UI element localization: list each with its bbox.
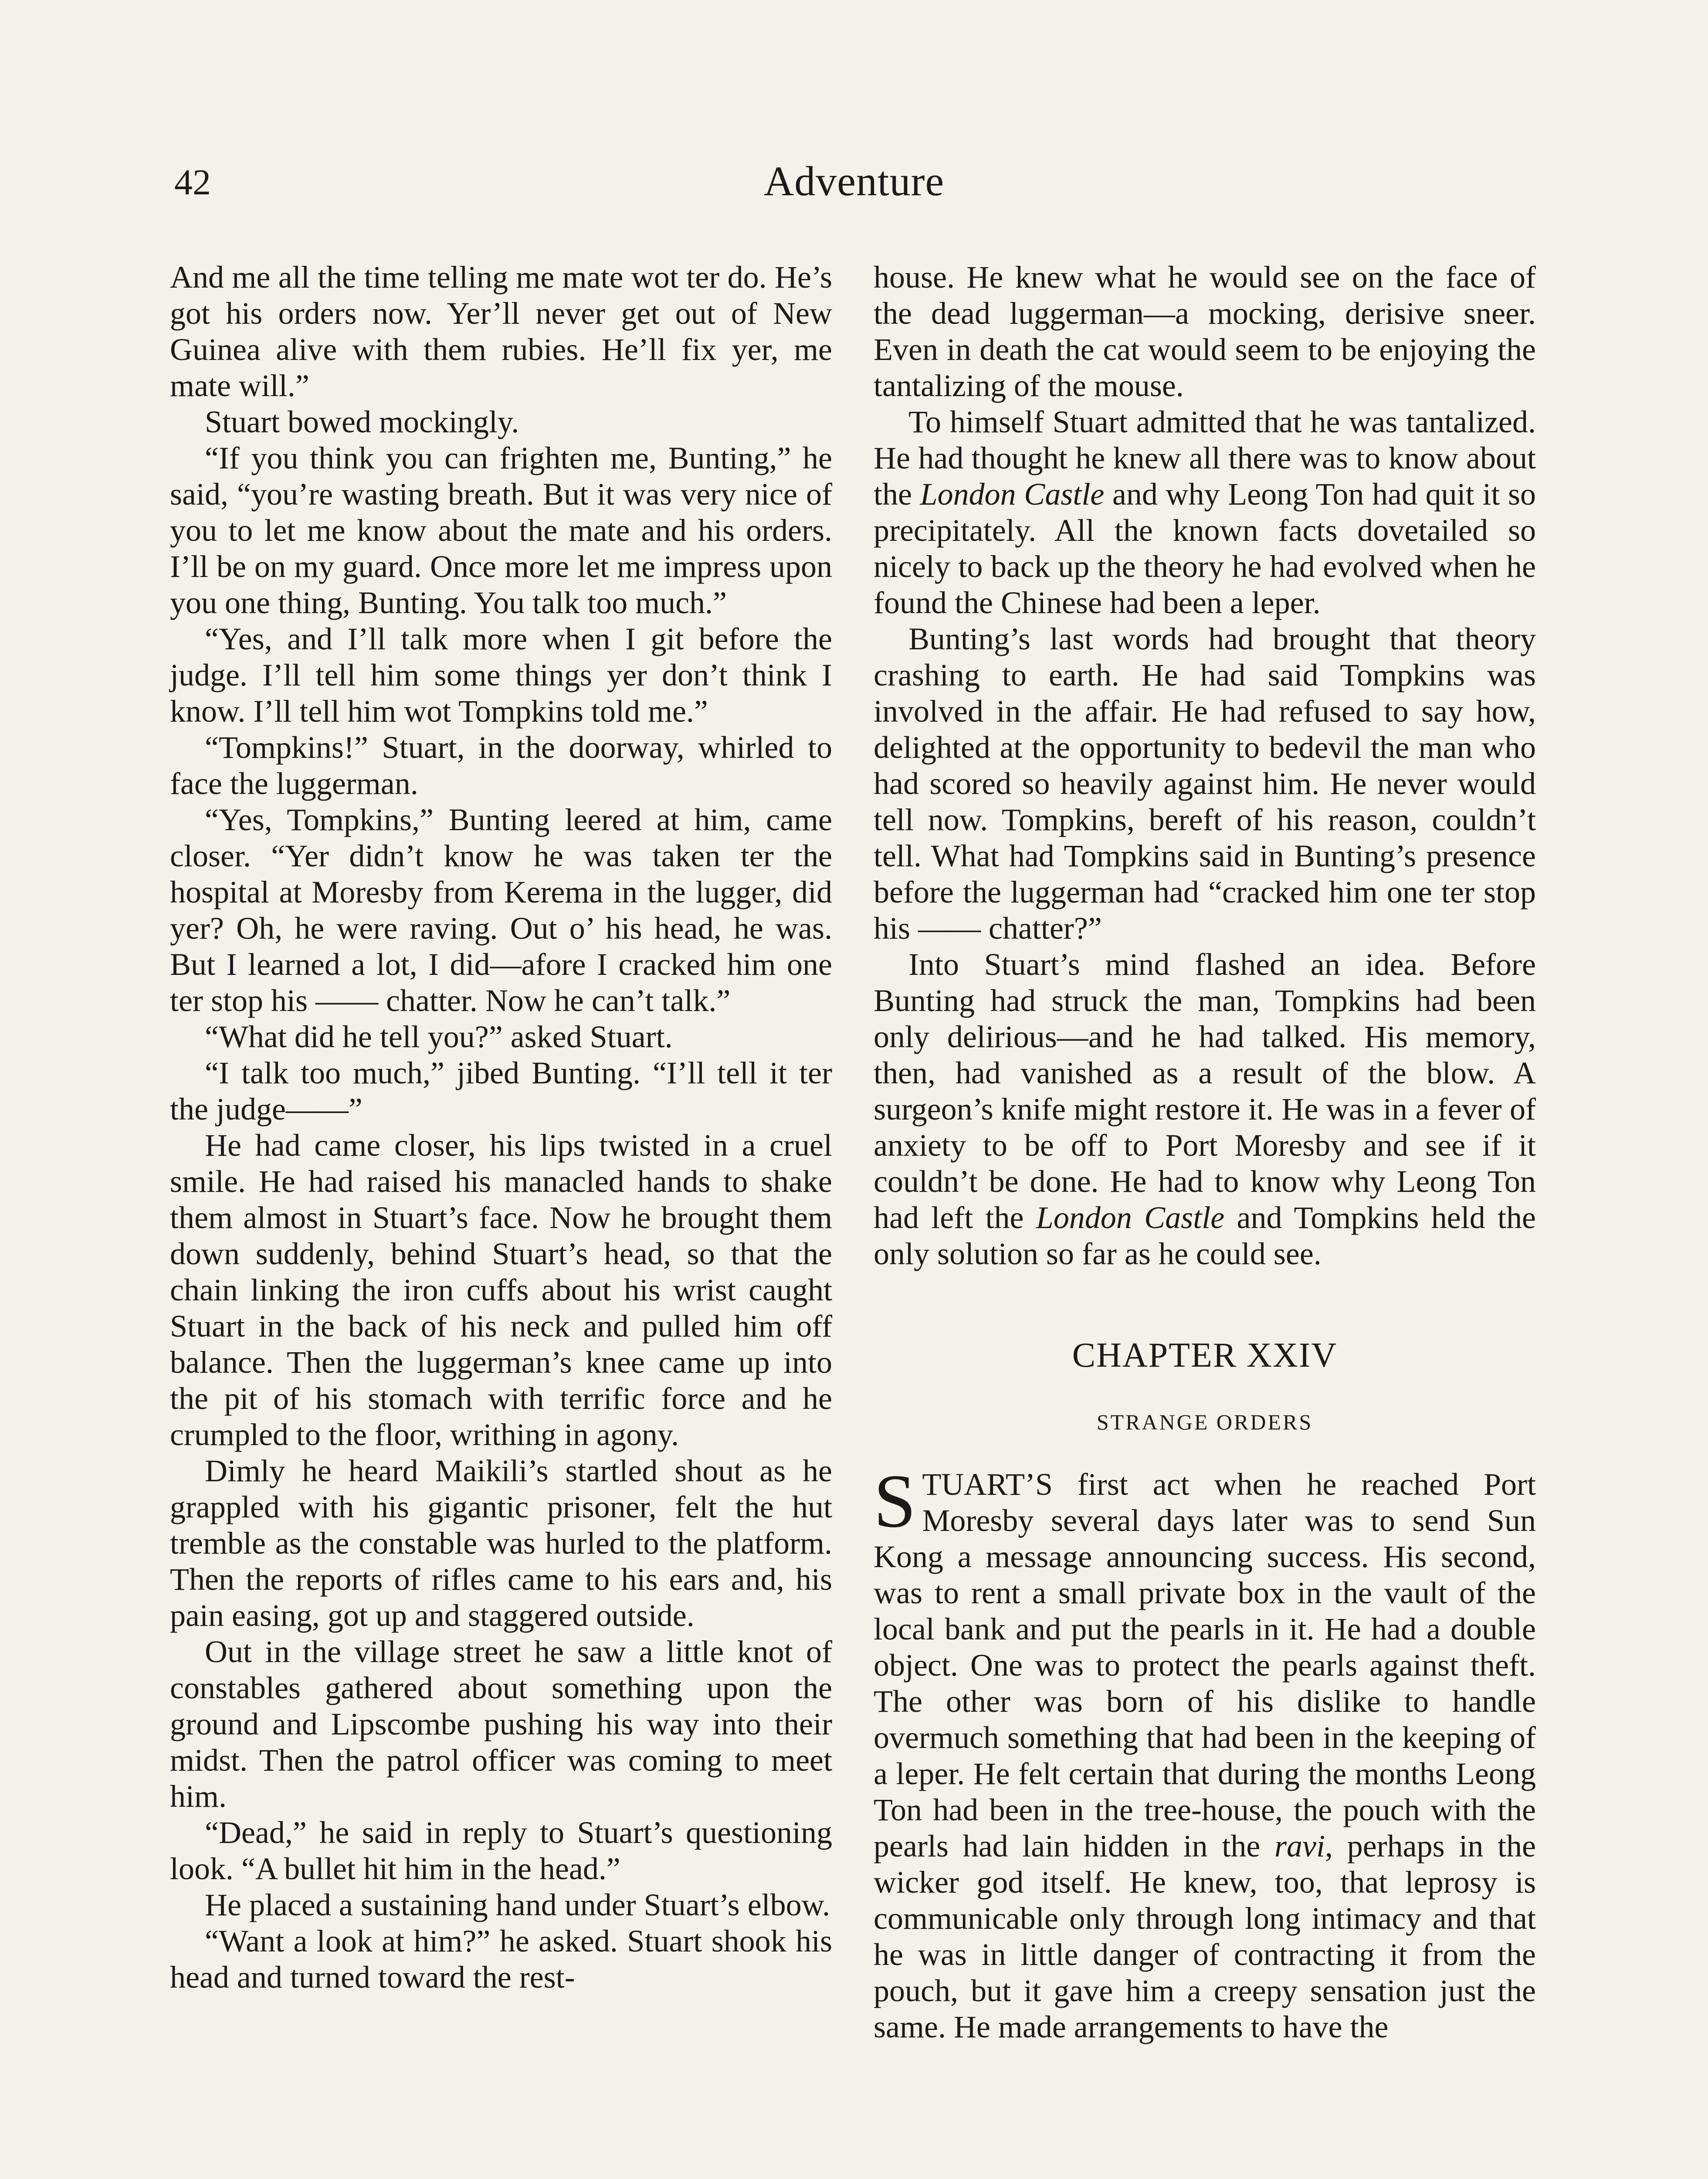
- paragraph: “Want a look at him?” he asked. Stuart shook his head and turned toward the rest-: [170, 1924, 832, 1995]
- page-number: 42: [174, 162, 211, 203]
- paragraph: “Dead,” he said in reply to Stuart’s questioning look. “A bullet hit him in the head.”: [170, 1815, 832, 1886]
- paragraph: “Yes, Tompkins,” Bunting leered at him, came closer. “Yer didn’t know he was taken ter the hospital at Moresby from Kerema in the lugger, did yer? Oh, he were raving. Out o’ his head, he was. But I learned a lot, I did—afore I cracked him one ter stop his —— chatter. Now he can’t talk.”: [170, 802, 832, 1018]
- italic-word: ravi: [1274, 1829, 1325, 1863]
- text-run: and why Leong Ton had quit it so precipitately. All the known facts dovetailed so nicely to back up the theory he had evolved when he found the Chinese had been a leper.: [874, 477, 1536, 620]
- paragraph: [874, 1459, 1536, 2045]
- paragraph: Stuart bowed mockingly.: [205, 404, 519, 439]
- paragraph: house. He knew what he would see on the face of the dead luggerman—a mocking, derisive sneer. Even in death the cat would seem to be enjoying the tantalizing of the mouse.: [874, 260, 1536, 403]
- text-columns: [170, 259, 1538, 2179]
- paragraph: “I talk too much,” jibed Bunting. “I’ll tell it ter the judge——”: [170, 1056, 832, 1127]
- paragraph: [874, 404, 1536, 621]
- chapter-subtitle: STRANGE ORDERS: [1096, 1410, 1313, 1434]
- drop-cap: S: [874, 1459, 916, 1543]
- paragraph: Dimly he heard Maikili’s startled shout as he grappled with his gigantic prisoner, felt the hut tremble as the constable was hurled to the platform. Then the reports of rifles came to his ears and, his pain easing, got up and staggered outside.: [170, 1453, 832, 1633]
- text-run: , perhaps in the wicker god itself. He knew, too, that leprosy is communicable only through long intimacy and that he was in little danger of contracting it from the pouch, but it gave him a creepy sensation just the same. He made arrangements to have the: [874, 1829, 1536, 2044]
- text-run: To himself Stuart admitted that he was tantalized. He had thought he knew all there was to know about the: [874, 404, 1536, 512]
- left-column: [170, 259, 832, 1996]
- paragraph: Out in the village street he saw a little knot of constables gathered about something upon the ground and Lipscombe pushing his way into their midst. Then the patrol officer was coming to meet him.: [170, 1634, 832, 1814]
- right-column: [874, 259, 1536, 2045]
- text-run: and Tompkins held the only solution so far as he could see.: [874, 1200, 1536, 1271]
- running-title: Adventure: [763, 158, 945, 204]
- paragraph: Bunting’s last words had brought that theory crashing to earth. He had said Tompkins was involved in the affair. He had refused to say how, delighted at the opportunity to bedevil the man who had scored so heavily against him. He never would tell now. Tompkins, bereft of his reason, couldn’t tell. What had Tompkins said in Bunting’s presence before the luggerman had “cracked him one ter stop his —— chatter?”: [874, 621, 1536, 946]
- text-run: Into Stuart’s mind flashed an idea. Before Bunting had struck the man, Tompkins had been only delirious—and he had talked. His memory, then, had vanished as a result of the blow. A surgeon’s knife might restore it. He was in a fever of anxiety to be off to Port Moresby and see if it couldn’t be done. He had to know why Leong Ton had left the: [874, 947, 1536, 1235]
- paragraph: He had came closer, his lips twisted in a cruel smile. He had raised his manacled hands to shake them almost in Stuart’s face. Now he brought them down suddenly, behind Stuart’s head, so that the chain linking the iron cuffs about his wrist caught Stuart in the back of his neck and pulled him off balance. Then the luggerman’s knee came up into the pit of his stomach with terrific force and he crumpled to the floor, writhing in agony.: [170, 1128, 832, 1452]
- paragraph: “Yes, and I’ll talk more when I git before the judge. I’ll tell him some things yer don’t think I know. I’ll tell him wot Tompkins told me.”: [170, 621, 832, 729]
- paragraph: “Tompkins!” Stuart, in the doorway, whirled to face the luggerman.: [170, 730, 832, 801]
- chapter-title: CHAPTER XXIV: [1072, 1336, 1338, 1375]
- page-header: [174, 157, 1534, 209]
- italic-ship-name: London Castle: [1036, 1200, 1225, 1235]
- italic-ship-name: London Castle: [920, 477, 1105, 512]
- paragraph: He placed a sustaining hand under Stuart’s elbow.: [205, 1887, 830, 1922]
- paragraph: [874, 947, 1536, 1272]
- text-run: TUART’S first act when he reached Port Moresby several days later was to send Sun Kong a message announcing success. His second, was to rent a small private box in the vault of the local bank and put the pearls in it. He had a double object. One was to protect the pearls against theft. The other was born of his dislike to handle overmuch something that had been in the keeping of a leper. He felt certain that during the months Leong Ton had been in the tree-house, the pouch with the pearls had lain hidden in the: [874, 1467, 1536, 1863]
- paragraph: And me all the time telling me mate wot ter do. He’s got his orders now. Yer’ll never get out of New Guinea alive with them rubies. He’ll fix yer, me mate will.”: [170, 260, 832, 403]
- paragraph: “If you think you can frighten me, Bunting,” he said, “you’re wasting breath. But it was very nice of you to let me know about the mate and his orders. I’ll be on my guard. Once more let me impress upon you one thing, Bunting. You talk too much.”: [170, 441, 832, 620]
- paragraph: “What did he tell you?” asked Stuart.: [205, 1019, 673, 1054]
